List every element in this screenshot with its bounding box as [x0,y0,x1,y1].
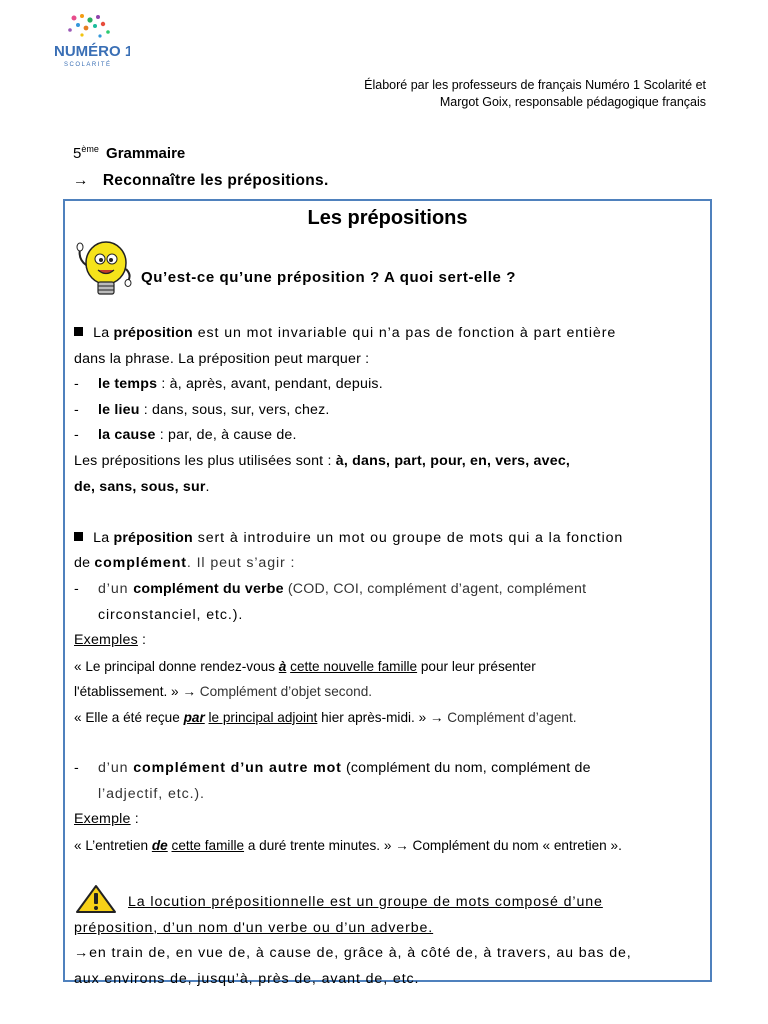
example-3 [74,833,704,859]
label: la cause [98,427,156,444]
level-suffix: ème [81,144,99,154]
objective-text: Reconnaître les prépositions. [102,172,329,189]
label: le lieu [98,401,140,418]
examples-heading [74,628,704,654]
credit-line-2: Margot Goix, responsable pédagogique français [439,95,706,109]
paragraph-definition [74,321,704,347]
term-preposition: préposition [113,529,193,546]
text: « Elle a été reçue [74,709,184,725]
dash: - [74,760,79,777]
examples-label: Exemples [74,632,138,649]
text: sert à introduire un mot ou groupe de mots qui a la fonction [192,529,624,546]
text: . Il peut s’agir : [186,555,296,572]
lesson-content [74,321,704,992]
objective-arrow: → [73,172,89,189]
text: d’un [98,760,134,777]
text: a duré trente minutes. » [244,837,396,853]
text: en train de, en vue de, à cause de, grâce à, à côté de, à travers, au bas de, [89,945,632,962]
list-item-verb-complement [74,577,704,603]
text: Complément d’agent. [443,709,577,725]
dash: - [74,427,79,444]
arrow-icon: → [395,837,409,853]
lesson-objective [73,172,329,190]
text: : [137,632,147,649]
common-prepositions-cont [74,475,704,501]
text: Les prépositions les plus utilisées sont : [74,452,336,469]
example-2 [74,705,704,731]
locution-definition-cont: préposition, d’un nom d'un verbe ou d’un adverbe. [74,919,434,936]
list-item-word-complement [74,756,704,782]
text: : à, après, avant, pendant, depuis. [157,376,383,393]
locution-definition [74,884,704,916]
underlined: cette famille [171,837,245,853]
highlight: à [278,658,287,674]
locution-examples-cont: aux environs de, jusqu’à, près de, avant de, etc. [74,970,420,987]
underlined: le principal adjoint [208,709,318,725]
list-item-cont: l’adjectif, etc.). [98,785,205,802]
example-1 [74,654,704,680]
text: d’un [98,580,134,597]
text: « L’entretien [74,837,152,853]
paragraph-line [74,551,704,577]
dash: - [74,376,79,393]
arrow-icon: → [182,684,196,700]
paragraph-function [74,526,704,552]
term-preposition: préposition [113,325,193,341]
text: l'établissement. » [74,684,183,700]
arrow-icon: → [429,709,444,725]
dash: - [74,580,79,597]
text: La [89,529,114,546]
list-item-time [74,372,704,398]
highlight: par [183,709,205,725]
text: hier après-midi. » [317,709,430,725]
highlight: de [151,837,168,853]
text: : [130,811,139,828]
level-heading [73,144,185,162]
warning-icon [74,884,118,914]
logo-graphic [50,12,130,74]
text: La locution prépositionnelle est un groupe de mots composé d’une [128,894,603,911]
label: complément du verbe [133,580,284,597]
bullet-square-icon [74,327,83,336]
list-item-place [74,398,704,424]
text: « Le principal donne rendez-vous [74,658,279,674]
logo-subtext: SCOLARITÉ [64,62,112,68]
text: Complément du nom « entretien ». [408,837,622,853]
bullet-square-icon [74,532,83,541]
text: . [205,478,210,495]
logo-wordmark: NUMÉRO 1 [54,43,130,60]
numero1-logo [50,12,130,74]
key-question: Qu’est-ce qu’une préposition ? A quoi sert-elle ? [141,269,516,286]
arrow-icon: → [74,945,90,962]
label: le temps [98,376,158,393]
preposition-list: à, dans, part, pour, en, vers, avec, [335,452,571,469]
example-label: Exemple [74,811,131,828]
example-1-cont [74,679,704,705]
text: pour leur présenter [417,658,536,674]
list-item-cont: circonstanciel, etc.). [98,606,244,623]
level-number: 5 [73,145,82,162]
credit-line-1: Élaboré par les professeurs de français Numéro 1 Scolarité et [364,78,706,92]
text: (complément du nom, complément de [341,760,591,777]
underlined: cette nouvelle famille [290,658,418,674]
subject-label: Grammaire [106,145,186,162]
common-prepositions [74,449,704,475]
text: : dans, sous, sur, vers, chez. [139,401,330,418]
lesson-box [63,199,712,987]
author-credit [246,77,706,111]
box-title: Les prépositions [307,207,468,229]
dash: - [74,401,79,418]
locution-examples [74,941,704,967]
text: (COD, COI, complément d’agent, complément [283,580,587,597]
lightbulb-icon [74,237,134,303]
paragraph-line: dans la phrase. La préposition peut marquer : [74,350,370,367]
text: : par, de, à cause de. [155,427,297,444]
text: est un mot invariable qui n’a pas de fonction à part entière [192,325,617,341]
label: complément d’un autre mot [133,760,342,777]
example-heading [74,807,704,833]
term-complement: complément [94,555,187,572]
preposition-list: de, sans, sous, sur [74,478,206,495]
text: de [74,555,95,572]
text: La [89,325,114,341]
list-item-cause [74,423,704,449]
text: Complément d’objet second. [195,684,373,700]
